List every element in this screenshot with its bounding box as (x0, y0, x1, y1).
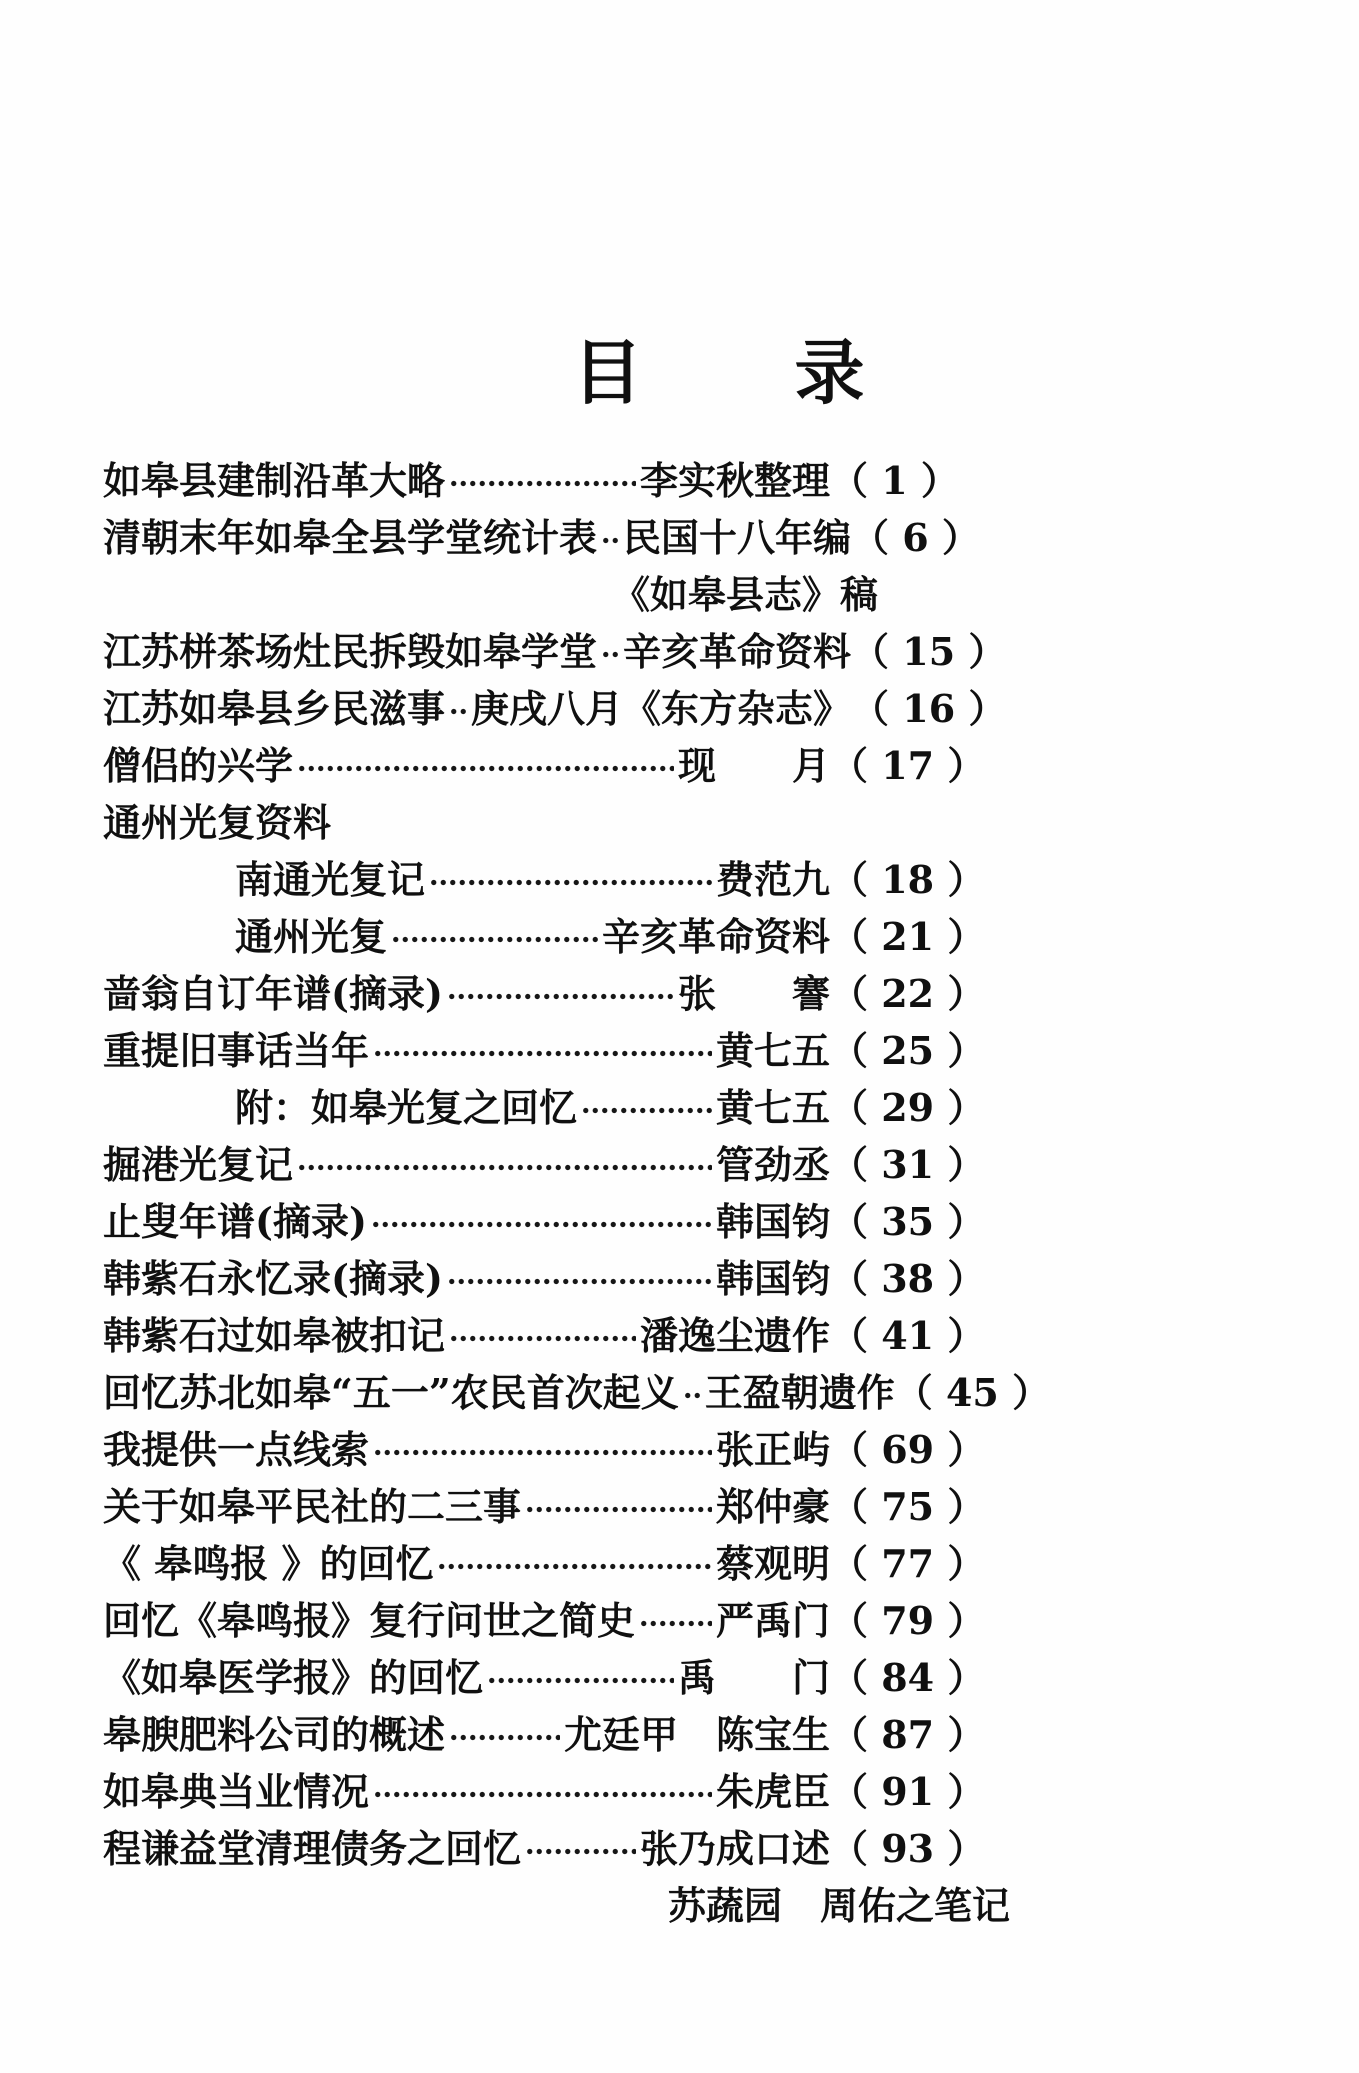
entry-author: 严禹门 (715, 1597, 830, 1643)
entry-author: 郑仲豪 (715, 1483, 830, 1529)
toc-entry (103, 965, 986, 1022)
entry-page-number: （ 91 ） (830, 1768, 986, 1814)
entry-title: 韩紫石永忆录(摘录) (103, 1255, 443, 1301)
entry-author: 现 月 (677, 742, 830, 788)
toc-section-heading (103, 794, 948, 851)
entry-author: 张乃成口述 (639, 1825, 830, 1871)
toc-entry (103, 1136, 986, 1193)
entry-author: 禹 门 (677, 1654, 830, 1700)
entry-page-number: （ 6 ） (851, 514, 980, 560)
entry-page-number: （ 38 ） (830, 1255, 986, 1301)
toc-entry (103, 1193, 986, 1250)
toc-entry (103, 851, 986, 908)
title-char-mu: 目 (572, 331, 645, 414)
entry-author: 黄七五 (715, 1027, 830, 1073)
dot-leader (449, 1333, 636, 1345)
entry-title: 掘港光复记 (103, 1141, 294, 1187)
entry-title: 重提旧事话当年 (103, 1027, 370, 1073)
entry-title: 回忆《皋鸣报》复行问世之简史 (103, 1597, 636, 1643)
entry-author: 管劲丞 (715, 1141, 830, 1187)
toc-entry (103, 509, 980, 566)
toc-entry (103, 1592, 986, 1649)
entry-title: 《 皋鸣报 》的回忆 (103, 1540, 434, 1586)
dot-leader (447, 1276, 712, 1288)
entry-author: 费范九 (715, 856, 830, 902)
entry-author: 庚戌八月《东方杂志》 (471, 685, 852, 731)
toc-entry (103, 1820, 986, 1877)
dot-leader (449, 1732, 560, 1744)
entry-page-number: （ 29 ） (830, 1084, 986, 1130)
toc-entry (103, 737, 986, 794)
entry-page-number: （ 79 ） (830, 1597, 986, 1643)
entry-title: 《如皋医学报》的回忆 (103, 1654, 484, 1700)
entry-author: 尤廷甲 陈宝生 (563, 1711, 830, 1757)
section-title: 通州光复资料 (103, 799, 332, 845)
entry-page-number: （ 75 ） (830, 1483, 986, 1529)
dot-leader (601, 535, 619, 547)
entry-page-number: （ 25 ） (830, 1027, 986, 1073)
dot-leader (525, 1846, 636, 1858)
toc-entry (103, 1706, 986, 1763)
entry-page-number: （ 22 ） (830, 970, 986, 1016)
entry-page-number: （ 41 ） (830, 1312, 986, 1358)
toc-entry (103, 1421, 986, 1478)
entry-title: 回忆苏北如皋“五一”农民首次起义 (103, 1369, 679, 1415)
entry-title: 关于如皋平民社的二三事 (103, 1483, 522, 1529)
entry-page-number: （ 16 ） (851, 685, 1007, 731)
toc-entry (103, 623, 1007, 680)
toc-entry (103, 680, 1007, 737)
toc-entry (103, 1022, 986, 1079)
entry-author: 王盈朝遗作 (704, 1369, 895, 1415)
toc-entry (103, 1079, 986, 1136)
entry-title: 如皋县建制沿革大略 (103, 457, 446, 503)
entry-author: 辛亥革命资料 (601, 913, 830, 959)
dot-leader (639, 1618, 712, 1630)
dot-leader (371, 1219, 712, 1231)
entry-title: 江苏栟茶场灶民拆毁如皋学堂 (103, 628, 598, 674)
toc-list (103, 452, 1051, 1934)
entry-page-number: （ 45 ） (894, 1369, 1051, 1415)
entry-author: 民国十八年编 (623, 514, 852, 560)
toc-entry (103, 452, 959, 509)
dot-leader (429, 877, 712, 889)
entry-page-number: （ 87 ） (830, 1711, 986, 1757)
dot-leader (447, 991, 674, 1003)
entry-page-number: （ 18 ） (830, 856, 986, 902)
dot-leader (449, 478, 636, 490)
dot-leader (373, 1048, 712, 1060)
toc-entry (103, 1649, 986, 1706)
entry-title: 皋腴肥料公司的概述 (103, 1711, 446, 1757)
entry-title: 程谦益堂清理债务之回忆 (103, 1825, 522, 1871)
dot-leader (437, 1561, 712, 1573)
dot-leader (601, 649, 619, 661)
dot-leader (581, 1105, 712, 1117)
dot-leader (297, 1162, 712, 1174)
entry-title: 江苏如皋县乡民滋事 (103, 685, 446, 731)
entry-title: 清朝末年如皋全县学堂统计表 (103, 514, 598, 560)
toc-entry (103, 908, 986, 965)
dot-leader (683, 1390, 701, 1402)
entry-page-number: （ 1 ） (830, 457, 959, 503)
entry-page-number: （ 15 ） (851, 628, 1007, 674)
entry-title: 啬翁自订年谱(摘录) (103, 970, 443, 1016)
entry-title: 止叟年谱(摘录) (103, 1198, 367, 1244)
toc-entry (103, 1763, 986, 1820)
entry-author: 蔡观明 (715, 1540, 830, 1586)
toc-entry (103, 1307, 986, 1364)
dot-leader (373, 1789, 712, 1801)
entry-title: 僧侣的兴学 (103, 742, 294, 788)
entry-page-number: （ 93 ） (830, 1825, 986, 1871)
dot-leader (297, 763, 674, 775)
entry-author: 朱虎臣 (715, 1768, 830, 1814)
entry-author: 张正屿 (715, 1426, 830, 1472)
entry-title: 通州光复 (235, 913, 388, 959)
entry-page-number: （ 21 ） (830, 913, 986, 959)
toc-entry (103, 1535, 986, 1592)
entry-author: 黄七五 (715, 1084, 830, 1130)
entry-page-number: （ 17 ） (830, 742, 986, 788)
entry-page-number: （ 84 ） (830, 1654, 986, 1700)
entry-title: 附：如皋光复之回忆 (235, 1084, 578, 1130)
entry-author: 辛亥革命资料 (623, 628, 852, 674)
toc-entry (103, 1364, 1051, 1421)
title-char-lu: 录 (794, 331, 867, 414)
entry-title: 我提供一点线索 (103, 1426, 370, 1472)
entry-author: 潘逸尘遗作 (639, 1312, 830, 1358)
entry-author: 李实秋整理 (639, 457, 830, 503)
entry-title: 韩紫石过如皋被扣记 (103, 1312, 446, 1358)
dot-leader (487, 1675, 674, 1687)
dot-leader (525, 1504, 712, 1516)
entry-author: 韩国钧 (715, 1198, 830, 1244)
entry-author-continuation: 《如皋县志》稿 (611, 571, 878, 617)
entry-page-number: （ 77 ） (830, 1540, 986, 1586)
entry-page-number: （ 35 ） (830, 1198, 986, 1244)
entry-title: 如皋典当业情况 (103, 1768, 370, 1814)
toc-entry (103, 1478, 986, 1535)
dot-leader (373, 1447, 712, 1459)
toc-entry-continuation (103, 566, 948, 623)
toc-trailer-note (103, 1877, 1010, 1934)
entry-page-number: （ 69 ） (830, 1426, 986, 1472)
entry-title: 南通光复记 (235, 856, 426, 902)
dot-leader (391, 934, 598, 946)
dot-leader (449, 706, 467, 718)
toc-entry (103, 1250, 986, 1307)
entry-page-number: （ 31 ） (830, 1141, 986, 1187)
page-title (80, 0, 1359, 414)
entry-author: 韩国钧 (715, 1255, 830, 1301)
trailer-text: 苏蔬园 周佑之笔记 (667, 1882, 1010, 1928)
entry-author: 张 謇 (677, 970, 830, 1016)
